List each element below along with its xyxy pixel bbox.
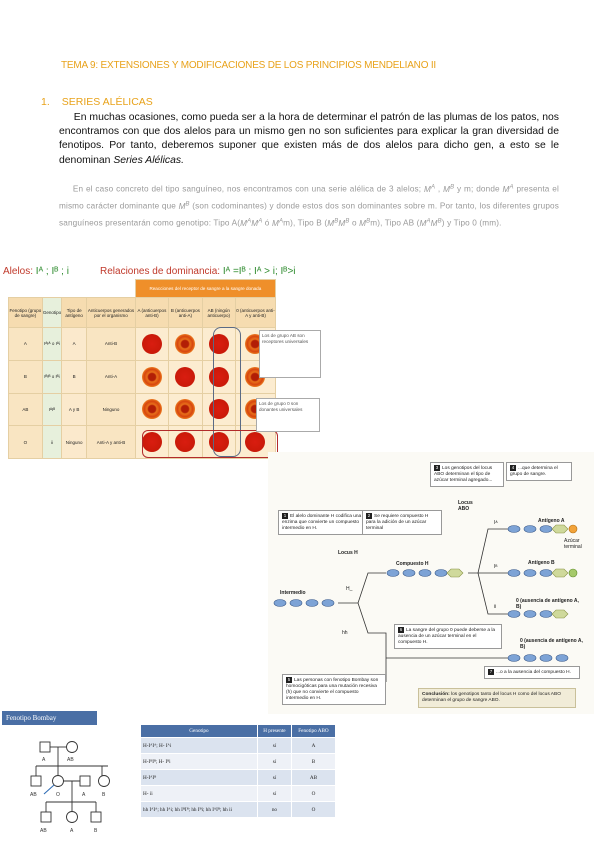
pedigree-ii1 — [31, 776, 41, 786]
p2-om: o — [351, 219, 357, 229]
cell-anticuerpos: Anti-A — [87, 360, 135, 393]
conclusion-text: los genotipos tanto del locus H como del locus ABO determinan el grupo de sangre ABO. — [422, 692, 561, 703]
antigeno-b-chain — [508, 569, 577, 577]
arrow-to-hh — [358, 603, 386, 682]
box-5-text: Las personas con fenotipo Bombay son homocigóticas para una mutación recesiva (h) que no convierte el compuesto intermedio en H. — [286, 678, 379, 701]
label-antigeno-a: Antígeno A — [538, 518, 565, 524]
ped-label-6: B — [102, 792, 106, 798]
p2-m2: M — [443, 184, 451, 194]
paragraph-1-text: En muchas ocasiones, como pueda ser a la hora de determinar el patrón de las plumas de los patos, nos encontramos con que dos alelos para un mismo gen no son suficientes para explicar la gran diversidad de fenotipos. Por tanto, deberemos suponer que existen más de dos alelos para dicho gen, a esto se le denominan — [59, 112, 559, 166]
cell-antigeno: B — [62, 360, 87, 393]
reaction-cell — [169, 328, 203, 361]
bombay-col-h: H presente — [257, 725, 291, 738]
page-title: TEMA 9: EXTENSIONES Y MODIFICACIONES DE LOS PRINCIPIOS MENDELIANO II — [61, 60, 437, 71]
cell-antigeno: A — [62, 328, 87, 361]
alelos-value: Iᴬ ; Iᴮ ; i — [35, 266, 69, 277]
proband-arrow — [44, 785, 54, 794]
agglutination-icon — [142, 367, 162, 387]
cell-genotipo: H-IᴮIᴮ; H- Iᴮi — [141, 754, 258, 770]
cell-anticuerpos: Anti-A y anti-B — [87, 426, 135, 459]
p2-m1: M — [423, 184, 431, 194]
col-anticuerpos: Anticuerpos generados por el organismo — [87, 298, 135, 328]
box-2 — [362, 510, 442, 535]
label-H: H_ — [346, 586, 353, 592]
label-locus-h: Locus H — [338, 550, 358, 556]
reaction-cell — [135, 360, 168, 393]
ped-label-1: A — [42, 757, 46, 763]
p2-sup1: A — [430, 184, 436, 190]
box-6-text: La sangre del grupo 0 puede deberse a la ausencia de un azúcar terminal en el compuesto H. — [398, 628, 496, 645]
cell-fenotipo: AB — [9, 393, 43, 426]
cell-genotipo: IᴬIᴬ o Iᴬi — [42, 328, 61, 361]
agglutination-icon — [175, 399, 195, 419]
cell-h: sí — [257, 770, 291, 786]
agglutination-icon — [142, 399, 162, 419]
dominance-label — [100, 266, 296, 277]
ped-label-9: B — [94, 828, 98, 834]
box-7-text: ...o a la ausencia del compuesto H. — [496, 670, 571, 675]
box-6 — [394, 624, 502, 649]
no-reaction-icon — [142, 334, 162, 354]
antigeno-a-chain — [508, 525, 577, 533]
cell-f: B — [291, 754, 335, 770]
cell-genotipo: IᴬIᴮ — [42, 393, 61, 426]
cell-genotipo: ii — [42, 426, 61, 459]
label-o-ausencia: 0 (ausencia de antígeno A, B) — [516, 598, 579, 610]
cell-f: AB — [291, 770, 335, 786]
o-chain — [508, 610, 568, 618]
reaction-cell — [135, 328, 168, 361]
box-7 — [484, 666, 580, 679]
box-4-text: ...que determina el grupo de sangre. — [510, 466, 558, 477]
bombay-table — [140, 724, 336, 818]
col-antigeno: Tipo de antígeno — [62, 298, 87, 328]
cell-f: O — [291, 802, 335, 818]
p2-m3: M — [502, 184, 510, 194]
cell-fenotipo: B — [9, 360, 43, 393]
box-3-num: 3 — [435, 465, 439, 470]
box-6-num: 6 — [399, 627, 403, 632]
section-title: SERIES ALÉLICAS — [61, 96, 153, 108]
donor-b: B (anticuerpos anti-A) — [169, 298, 203, 328]
cell-anticuerpos: Anti-B — [87, 328, 135, 361]
box-3-text: Los genotipos del locus ABO determinan el tipo de azúcar terminal agregado... — [434, 466, 493, 483]
label-IB: Iᴮ — [494, 564, 498, 570]
pedigree-ii3 — [80, 776, 90, 786]
box-1-num: 1 — [283, 513, 287, 518]
p2-o: ó — [264, 219, 270, 229]
cell-antigeno: Ninguno — [62, 426, 87, 459]
paragraph-2: En el caso concreto del tipo sanguíneo, nos encontramos con una serie alélica de 3 alelos; $M^A$ , $M^B$ y m; donde $M^A$ presenta el mismo carácter dominante que $M^B$ (son codominantes) y donde estos dos son dominantes sobre m. Por tanto, los diferentes grupos sanguíneos presentarán como genotipo: Tipo $A(M^AM^A$ ó $M^Am$), Tipo B ($M^BM^B$ o $M^Bm$), Tipo AB $(M^AM^B)$ y Tipo 0 (mm). — [59, 184, 559, 229]
p2-a: En el caso concreto del tipo sanguíneo, nos encontramos con una serie alélica de 3 alelos; — [72, 184, 422, 194]
label-i: ii — [494, 604, 497, 610]
cell-f: O — [291, 786, 335, 802]
arrow-to-h — [358, 573, 386, 603]
note-donante: Los de grupo 0 son donantes universales — [256, 398, 320, 432]
p2-sup2: B — [450, 184, 455, 190]
ped-label-3: AB — [30, 792, 37, 798]
p2-m4: M — [178, 201, 186, 211]
reaction-cell — [169, 393, 203, 426]
pedigree-iii3 — [91, 812, 101, 822]
cell-genotipo: H- ii — [141, 786, 258, 802]
cell-genotipo: IᴮIᴮ o Iᴮi — [42, 360, 61, 393]
cell-fenotipo: A — [9, 328, 43, 361]
label-intermedio: Intermedio — [280, 590, 306, 596]
arrow-i — [478, 573, 508, 614]
agglutination-icon — [175, 334, 195, 354]
reaction-cell — [135, 393, 168, 426]
p2-g: y Tipo 0 (mm). — [447, 219, 502, 229]
p2-b: y m; donde — [457, 184, 500, 194]
label-antigeno-b: Antígeno B — [528, 560, 555, 566]
cell-h: no — [257, 802, 291, 818]
p2-c: presenta el mismo carácter dominante que — [59, 184, 559, 211]
box-2-text: Se requiere compuesto H para la adición de un azúcar terminal — [366, 514, 429, 531]
pedigree-iii2 — [67, 812, 78, 823]
cell-genotipo: H-IᴬIᴬ; H- Iᴬi — [141, 738, 258, 754]
alelos-label — [3, 266, 69, 277]
arrow-ia — [468, 529, 508, 573]
box-2-num: 2 — [367, 513, 371, 518]
cell-genotipo: H-IᴬIᴮ — [141, 770, 258, 786]
box-4-num: 4 — [511, 465, 515, 470]
donor-ab: AB (ningún anticuerpo) — [202, 298, 235, 328]
label-hh: hh — [342, 630, 348, 636]
table-row — [141, 770, 336, 786]
table-row — [141, 786, 336, 802]
label-azucar: Azúcar terminal — [564, 538, 582, 550]
donor-o: 0 (anticuerpos anti-A y anti-B) — [235, 298, 275, 328]
conclusion-box — [418, 688, 576, 708]
dominance-value: Iᴬ =Iᴮ ; Iᴬ > i; Iᴮ>i — [222, 266, 296, 277]
table-row — [141, 754, 336, 770]
pedigree-ii4 — [99, 776, 110, 787]
box-7-num: 7 — [489, 669, 493, 674]
cell-genotipo: hh IᴬIᴬ; hh Iᴬi; hh IᴮIᴮ; hh Iᴮi; hh IᴬIᴮ; hh ii — [141, 802, 258, 818]
paragraph-1-italic: Series Alélicas. — [113, 154, 184, 166]
h-substance-diagram — [268, 452, 594, 714]
cell-antigeno: A y B — [62, 393, 87, 426]
pedigree-ii2 — [53, 776, 64, 787]
conclusion-bold: Conclusión: — [422, 692, 450, 697]
col-fenotipo: Fenotipo (grupo de sangre) — [9, 298, 43, 328]
p2-e: Tipo B ( — [297, 219, 328, 229]
table-row — [141, 802, 336, 818]
o-row-highlight — [142, 430, 278, 458]
cell-f: A — [291, 738, 335, 754]
bombay-chain — [508, 655, 568, 662]
cell-h: sí — [257, 738, 291, 754]
table-main-header: Reacciones del receptor de sangre a la sangre donada — [135, 280, 275, 298]
box-3 — [430, 462, 504, 487]
box-5-num: 5 — [287, 677, 291, 682]
box-4 — [506, 462, 572, 481]
cell-anticuerpos: Ninguno — [87, 393, 135, 426]
bombay-col-genotipo: Genotipo — [141, 725, 258, 738]
box-5 — [282, 674, 386, 705]
ped-label-8: A — [70, 828, 74, 834]
cell-h: sí — [257, 786, 291, 802]
p2-sup3: A — [509, 184, 514, 190]
ped-label-2: AB — [67, 757, 74, 763]
table-row — [141, 738, 336, 754]
p2-f: Tipo AB ( — [384, 219, 420, 229]
box-1-text: El alelo dominante H codifica una enzima que convierte un compuesto intermedio en H. — [282, 514, 362, 531]
p2-d: (son codominantes) y donde estos dos son dominantes sobre m. Por tanto, los diferentes grupos sanguíneos presentarán como genotipo: Tipo A( — [59, 201, 559, 229]
pedigree-iii1 — [41, 812, 51, 822]
ped-label-5: A — [82, 792, 86, 798]
section-heading — [41, 96, 153, 108]
col-genotipo: Genotipo — [42, 298, 61, 328]
compuesto-h-chain — [387, 569, 463, 577]
p2-sup4: B — [185, 201, 190, 208]
note-receptor: Los de grupo AB son receptores universales — [259, 330, 321, 378]
pedigree-i2 — [67, 742, 78, 753]
donor-a: A (anticuerpos anti-B) — [135, 298, 168, 328]
intermedio-chain — [274, 600, 334, 607]
no-reaction-icon — [175, 367, 195, 387]
reaction-cell — [169, 360, 203, 393]
bombay-title: Fenotipo Bombay — [2, 711, 97, 725]
paragraph-1 — [59, 111, 559, 168]
ped-label-7: AB — [40, 828, 47, 834]
label-locus-abo: Locus ABO — [458, 500, 473, 512]
ped-label-4: O — [56, 792, 60, 798]
label-IA: Iᴬ — [494, 520, 498, 526]
pedigree-i1 — [40, 742, 50, 752]
cell-h: sí — [257, 754, 291, 770]
pedigree-svg — [0, 730, 135, 840]
label-o-ausencia-2: 0 (ausencia de antígeno A, B) — [520, 638, 583, 650]
dominance-text: Relaciones de dominancia: — [100, 266, 221, 277]
bombay-col-fenotipo: Fenotipo ABO — [291, 725, 335, 738]
label-compuesto-h: Compuesto H — [396, 561, 429, 567]
alelos-text: Alelos: — [3, 266, 34, 277]
section-number: 1. — [41, 96, 50, 108]
cell-fenotipo: O — [9, 426, 43, 459]
